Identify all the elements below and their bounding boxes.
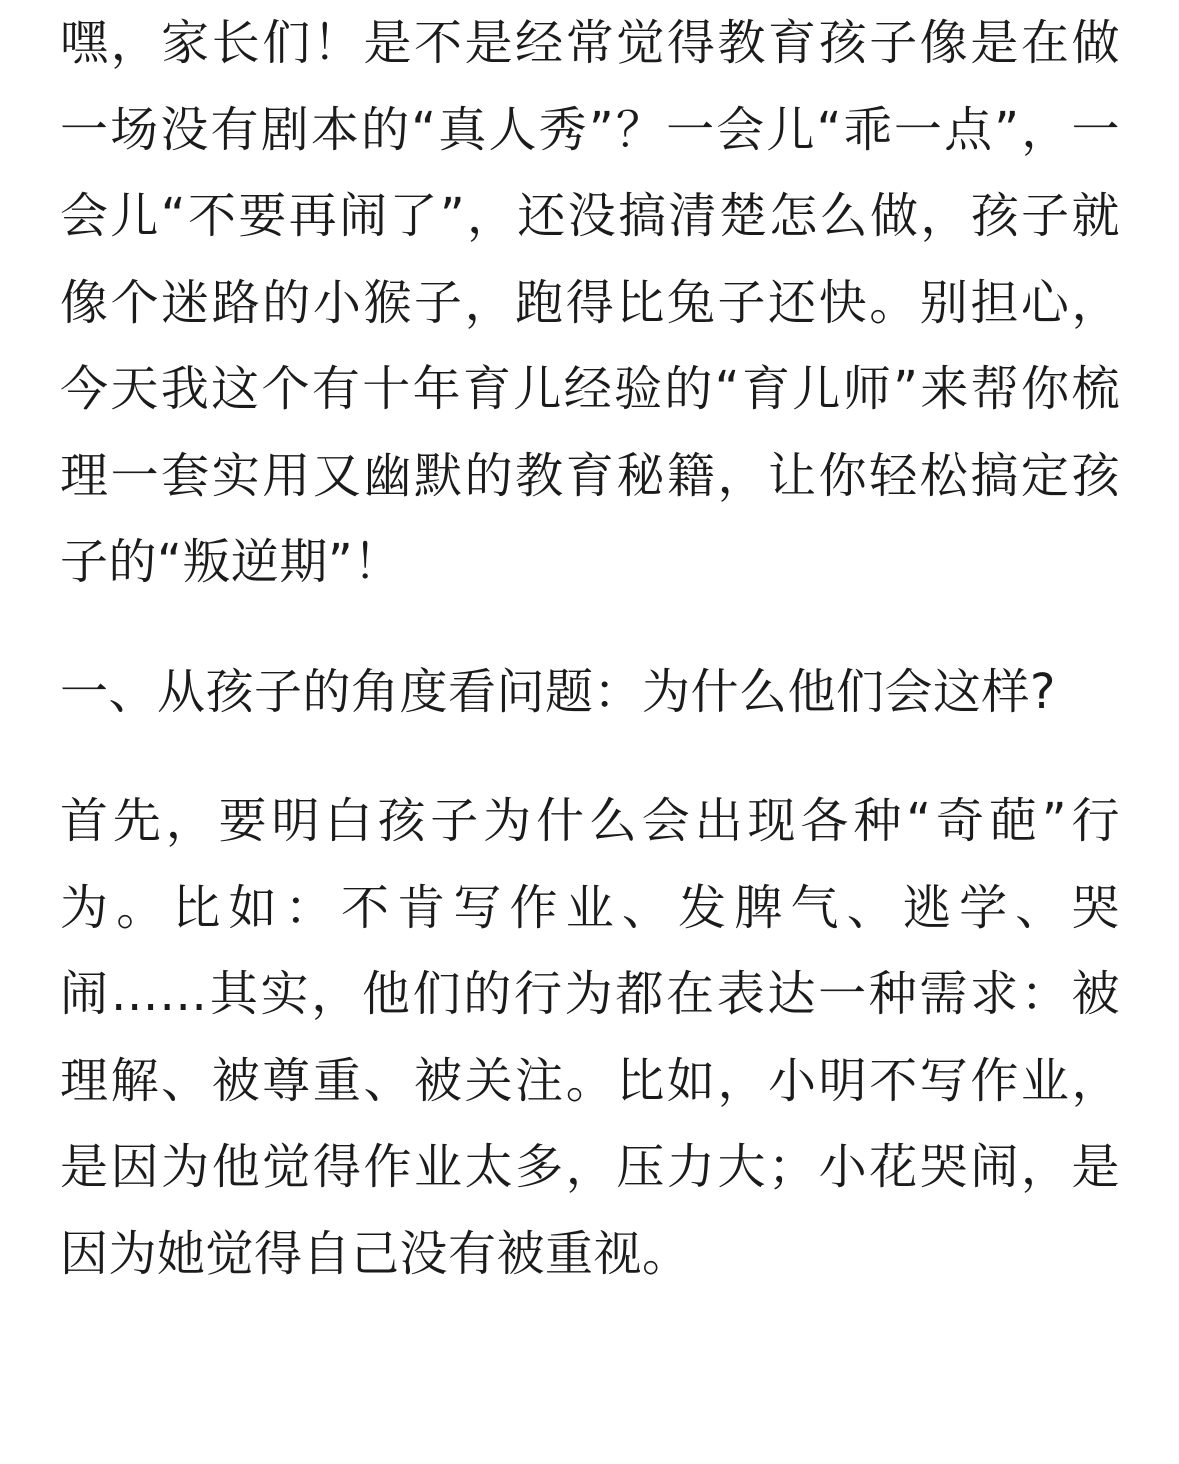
intro-paragraph: 嘿，家长们！是不是经常觉得教育孩子像是在做一场没有剧本的“真人秀”？一会儿“乖一点”，一会儿“不要再闹了”，还没搞清楚怎么做，孩子就像个迷路的小猴子，跑得比兔子还快。别担心，今天我这个有十年育儿经验的“育儿师”来帮你梳理一套实用又幽默的教育秘籍，让你轻松搞定孩子的“叛逆期”！ bbox=[60, 15, 1120, 590]
section-paragraph: 首先，要明白孩子为什么会出现各种“奇葩”行为。比如：不肯写作业、发脾气、逃学、哭闹……其实，他们的行为都在表达一种需求：被理解、被尊重、被关注。比如，小明不写作业，是因为他觉得作业太多，压力大；小花哭闹，是因为她觉得自己没有被重视。 bbox=[60, 793, 1120, 1282]
article-body bbox=[60, 0, 1120, 1297]
section-heading: 一、从孩子的角度看问题：为什么他们会这样? bbox=[60, 663, 1056, 720]
